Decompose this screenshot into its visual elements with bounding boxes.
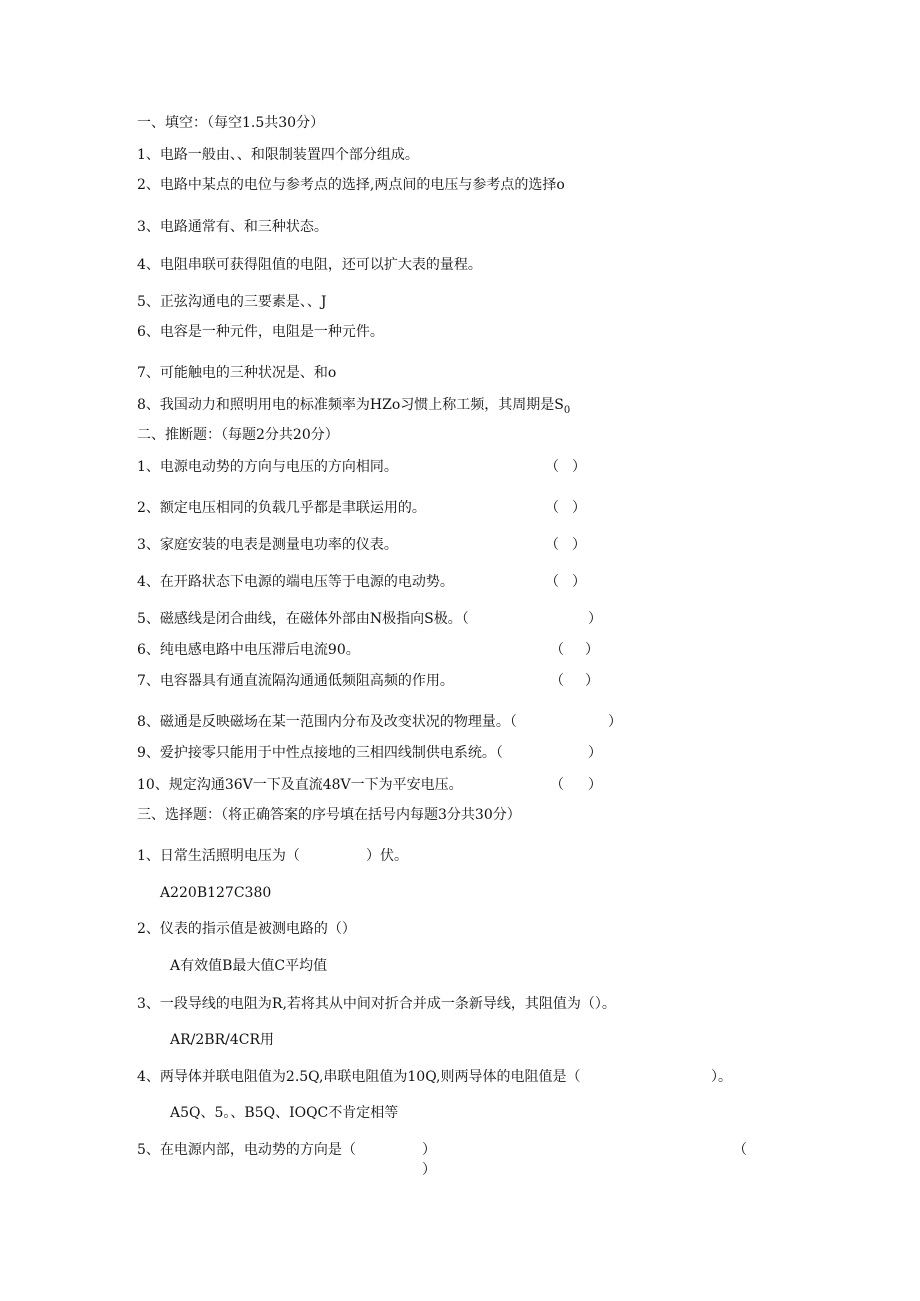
mc-options-1: A220B127C380 (160, 885, 272, 901)
tf-question-6: 6、纯电感电路中电压滞后电流90。 (137, 642, 360, 658)
mc-options-2: A有效值B最大值C平均值 (170, 958, 328, 974)
stray-paren-open: （ (733, 1142, 747, 1158)
tf-answer-close-7: ） (585, 673, 599, 689)
tf-answer-close-2: ） (572, 500, 586, 516)
tf-answer-open-4: （ (545, 574, 559, 590)
mc-question-4: 4、两导体并联电阻值为2.5Q,串联电阻值为10Q,则两导体的电阻值是（ (137, 1069, 581, 1085)
mc-options-3: AR/2BR/4CR用 (170, 1032, 274, 1048)
tf-answer-open-10: （ (550, 777, 564, 793)
mc-options-4: A5Q、5。、B5Q、IOQC不肯定相等 (170, 1105, 399, 1121)
tf-question-7: 7、电容器具有通直流隔沟通通低频阻高频的作用。 (137, 673, 454, 689)
tf-answer-close-5: ） (588, 611, 602, 627)
fill-question-8-text: 8、我国动力和照明用电的标准频率为HZo习惯上称工频，其周期是S (137, 397, 564, 413)
section-heading-multiple-choice: 三、选择题：（将正确答案的序号填在括号内每题3分共30分） (137, 807, 521, 823)
tf-answer-open-1: （ (545, 459, 559, 475)
tf-answer-close-4: ） (572, 574, 586, 590)
tf-question-8: 8、磁通是反映磁场在某一范围内分布及改变状况的物理量。（ (137, 714, 517, 730)
tf-answer-close-8: ） (608, 714, 622, 730)
tf-answer-close-10: ） (588, 777, 602, 793)
mc-question-1: 1、日常生活照明电压为（ (137, 848, 300, 864)
tf-answer-open-6: （ (550, 642, 564, 658)
section-heading-fill-in: 一、填空：（每空1.5共30分） (137, 115, 325, 131)
fill-question-1: 1、电路一般由、、和限制装置四个部分组成。 (137, 147, 419, 163)
mc-question-5-close: ） (422, 1142, 436, 1158)
tf-answer-close-9: ） (588, 745, 602, 761)
fill-question-6: 6、电容是一种元件，电阻是一种元件。 (137, 324, 384, 340)
mc-question-2: 2、仪表的指示值是被测电路的（） (137, 921, 356, 937)
mc-question-5: 5、在电源内部，电动势的方向是（ (137, 1142, 356, 1158)
tf-answer-close-6: ） (585, 642, 599, 658)
tf-question-4: 4、在开路状态下电源的端电压等于电源的电动势。 (137, 574, 454, 590)
fill-question-4: 4、电阻串联可获得阻值的电阻，还可以扩大表的量程。 (137, 257, 482, 273)
fill-question-5: 5、正弦沟通电的三要素是、、J (137, 294, 327, 310)
tf-question-1: 1、电源电动势的方向与电压的方向相同。 (137, 459, 398, 475)
tf-answer-close-3: ） (572, 537, 586, 553)
tf-answer-open-2: （ (545, 500, 559, 516)
mc-question-1-close: ）伏。 (366, 848, 408, 864)
fill-question-2: 2、电路中某点的电位与参考点的选择,两点间的电压与参考点的选择o (137, 177, 565, 193)
tf-question-2: 2、额定电压相同的负载几乎都是聿联运用的。 (137, 500, 426, 516)
fill-question-7: 7、可能触电的三种状况是、和o (137, 365, 337, 381)
tf-question-5: 5、磁感线是闭合曲线，在磁体外部由N极指向S极。（ (137, 611, 469, 627)
tf-answer-close-1: ） (572, 459, 586, 475)
mc-question-3: 3、一段导线的电阻为R,若将其从中间对折合并成一条新导线，其阻值为（）。 (137, 996, 616, 1012)
tf-answer-open-7: （ (550, 673, 564, 689)
fill-question-3: 3、电路通常有、和三种状态。 (137, 219, 328, 235)
fill-question-8 (137, 396, 570, 420)
tf-question-3: 3、家庭安装的电表是测量电功率的仪表。 (137, 537, 398, 553)
section-heading-true-false: 二、推断题：（每题2分共20分） (137, 427, 339, 443)
mc-question-4-close: ）。 (711, 1069, 732, 1085)
tf-question-10: 10、规定沟通36V一下及直流48V一下为平安电压。 (137, 777, 463, 793)
fill-question-8-subscript: 0 (563, 404, 571, 416)
tf-question-9: 9、爱护接零只能用于中性点接地的三相四线制供电系统。（ (137, 745, 503, 761)
tf-answer-open-3: （ (545, 537, 559, 553)
stray-paren-close: ） (422, 1162, 436, 1178)
